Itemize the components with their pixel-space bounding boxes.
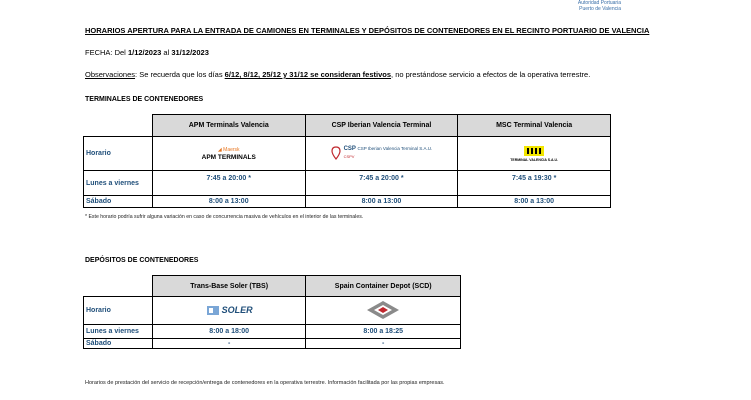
msc-terminal-icon xyxy=(523,145,545,157)
column-header: APM Terminals Valencia xyxy=(152,115,305,137)
location-pin-icon xyxy=(331,146,341,160)
row-label: Horario xyxy=(84,137,153,171)
terminals-footnote: * Este horario podría sufrir alguna variación en caso de concurrencia masiva de vehículos en el interior de las terminales. xyxy=(85,214,364,220)
tbs-logo-cell xyxy=(152,297,306,325)
column-header: MSC Terminal Valencia xyxy=(458,115,611,137)
apm-logo: ◢ Maersk APM TERMINALS xyxy=(201,146,256,161)
authority-name: Autoridad Portuaria xyxy=(577,0,621,6)
date-range xyxy=(85,48,209,57)
column-header: CSP Iberian Valencia Terminal xyxy=(305,115,458,137)
depots-section-title: DEPÓSITOS DE CONTENEDORES xyxy=(85,257,199,264)
tbs-logo-text: SOLER xyxy=(221,304,253,315)
table-cell: 7:45 a 20:00 * xyxy=(152,171,305,196)
table-cell: 7:45 a 20:00 * xyxy=(305,171,458,196)
table-row xyxy=(84,171,611,196)
date-to: 31/12/2023 xyxy=(171,48,209,57)
header-corner xyxy=(578,0,621,12)
column-header: Trans-Base Soler (TBS) xyxy=(152,276,306,297)
table-cell: 8:00 a 13:00 xyxy=(305,196,458,208)
observations-label: Observaciones xyxy=(85,70,136,79)
observations-text1: : Se recuerda que los días xyxy=(135,70,225,79)
csp-logo-text: CSP Iberian Valencia Terminal S.A.U. xyxy=(357,146,433,152)
msc-logo-text: TERMINAL VALENCIA S.A.U. xyxy=(510,157,559,162)
depots-header-row xyxy=(84,276,461,297)
scd-logo xyxy=(366,300,400,320)
table-row xyxy=(84,297,461,325)
table-cell: 8:00 a 13:00 xyxy=(458,196,611,208)
observations-days: 6/12, 8/12, 25/12 y 31/12 se consideran festivos xyxy=(224,70,392,79)
msc-logo-cell xyxy=(458,137,611,171)
terminals-header-row xyxy=(84,115,611,137)
table-row xyxy=(84,325,461,339)
port-name: Puerto de Valencia xyxy=(579,6,621,12)
row-label: Lunes a viernes xyxy=(84,171,153,196)
date-prefix: FECHA: Del xyxy=(85,48,128,57)
apm-logo-cell xyxy=(152,137,305,171)
table-row xyxy=(84,137,611,171)
row-label: Sábado xyxy=(84,196,153,208)
row-label: Lunes a viernes xyxy=(84,325,153,339)
csp-logo-sub: CSPV xyxy=(343,154,355,160)
msc-logo xyxy=(510,145,558,163)
table-cell: 8:00 a 18:00 xyxy=(152,325,306,339)
page-title: HORARIOS APERTURA PARA LA ENTRADA DE CAMIONES EN TERMINALES Y DEPÓSITOS DE CONTENEDORES EN EL RECINTO PORTUARIO DE VALENCIA xyxy=(85,26,650,35)
table-cell: 8:00 a 13:00 xyxy=(152,196,305,208)
date-mid: al xyxy=(161,48,172,57)
footer-note: Horarios de prestación del servicio de recepción/entrega de contenedores en la operativa terrestre. Información facilitada por las propias empresas. xyxy=(85,380,445,386)
table-cell: - xyxy=(306,339,461,349)
tbs-logo xyxy=(206,303,253,317)
observations xyxy=(85,70,590,79)
apm-logo-text: APM TERMINALS xyxy=(201,153,256,161)
table-cell: 8:00 a 18:25 xyxy=(306,325,461,339)
csp-logo-cell xyxy=(305,137,458,171)
scd-logo-cell xyxy=(306,297,461,325)
depots-table xyxy=(83,275,461,349)
row-label: Sábado xyxy=(84,339,153,349)
column-header: Spain Container Depot (SCD) xyxy=(306,276,461,297)
tbs-emblem-icon xyxy=(206,303,220,317)
terminals-section-title: TERMINALES DE CONTENEDORES xyxy=(85,96,204,103)
observations-text2: , no prestándose servicio a efectos de la operativa terrestre. xyxy=(391,70,591,79)
date-from: 1/12/2023 xyxy=(127,48,162,57)
table-cell: - xyxy=(152,339,306,349)
table-row xyxy=(84,339,461,349)
table-row xyxy=(84,196,611,208)
csp-logo: CSP CSP Iberian Valencia Terminal S.A.U. CSPV xyxy=(331,145,433,160)
row-label: Horario xyxy=(84,297,153,325)
terminals-table xyxy=(83,114,611,208)
table-cell: 7:45 a 19:30 * xyxy=(458,171,611,196)
